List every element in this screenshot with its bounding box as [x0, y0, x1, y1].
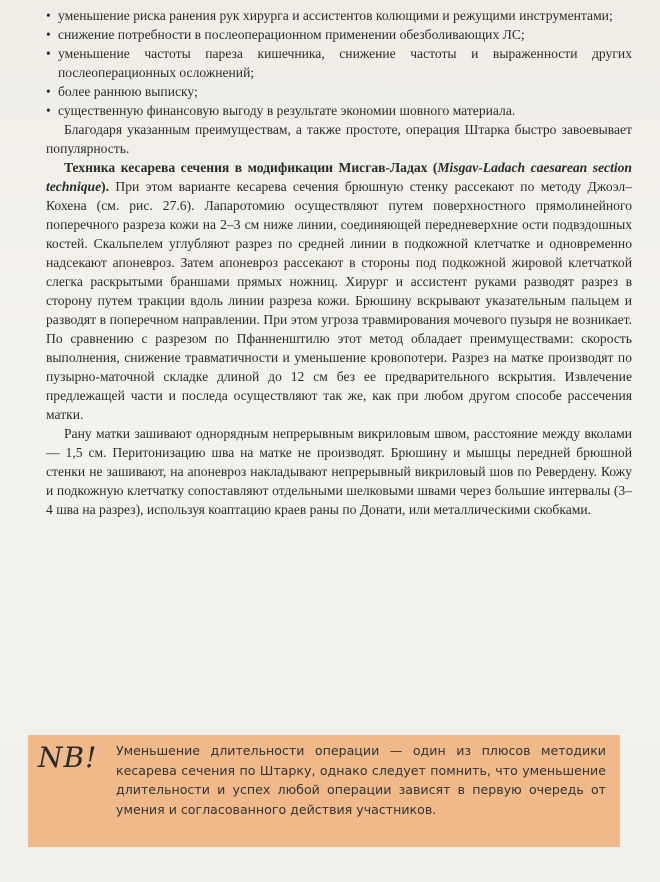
bullet-dot: • — [46, 46, 51, 61]
list-item: • снижение потребности в послеоперационном применении обезболивающих ЛС; — [46, 27, 525, 42]
section-body: При этом варианте кесарева сечения брюшную стенку рассекают по методу Джоэл–Кохена (см. рис. 27.6). Лапаротомию осуществляют путем поверхностного прямолинейного поперечного разреза кожи на 2–3 см ниже линии, соединяющей передневерхние ости подвздошных костей. Скальпелем углубляют разрез по средней линии в подкожной клетчатке и одновременно надсекают апоневроз. Затем апоневроз рассекают в стороны под подкожной жировой клетчаткой слегка раскрытыми браншами прямых ножниц. Хирург и ассистент руками разводят разрез в сторону путем тракции вдоль линии разреза кожи. Брюшину вскрывают указательным пальцем и разводят в поперечном направлении. При этом угроза травмирования мочевого пузыря не возникает. По сравнению с разрезом по Пфанненштилю этот метод обладает преимуществами: скорость выполнения, снижение травматичности и уменьшение кровопотери. Разрез на матке производят по пузырно-маточной складке длиной до 12 см без ее предварительного вскрытия. Извлечение предлежащей части и последа осуществляют так же, как при любом другом способе рассечения матки. — [46, 179, 632, 422]
list-item: • уменьшение риска ранения рук хирурга и ассистентов колющими и режущими инструментами; — [46, 8, 613, 23]
nb-callout — [28, 735, 620, 847]
nb-text: Уменьшение длительности операции — один из плюсов методики кесарева сечения по Штарку, однако следует помнить, что уменьшение длительности и успех любой операции зависят в первую очередь от умения и согласованного действия участников. — [116, 743, 606, 817]
list-item: • более раннюю выписку; — [46, 84, 198, 99]
section-heading-close: ). — [101, 179, 110, 194]
nb-mark: NB! — [38, 741, 98, 774]
bullet-dot: • — [46, 103, 51, 118]
misgav-ladach-paragraph — [46, 158, 632, 424]
bullet-dot: • — [46, 8, 51, 23]
list-item: • существенную финансовую выгоду в результате экономии шовного материала. — [46, 103, 516, 118]
list-item: • уменьшение частоты пареза кишечника, снижение частоты и выраженности других послеоперационных осложнений; — [46, 46, 632, 80]
advantages-list — [46, 6, 632, 120]
section-heading-english: Misgav-Ladach caesarean section technique — [46, 160, 632, 194]
intro-paragraph: Благодаря указанным преимуществам, а также простоте, операция Штарка быстро завоевывает популярность. — [46, 122, 632, 156]
suture-paragraph: Рану матки зашивают однорядным непрерывным викриловым швом, расстояние между вколами — 1,5 см. Перитонизацию шва на матке не производят. Брюшину и мышцы передней брюшной стенки не зашивают, на апоневроз накладывают непрерывный викриловый шов по Ревердену. Кожу и подкожную клетчатку сопоставляют отдельными шелковыми швами через большие интервалы (3–4 шва на разрез), используя коаптацию краев раны по Донати, или металлическими скобками. — [46, 426, 632, 517]
bullet-dot: • — [46, 84, 51, 99]
bullet-dot: • — [46, 27, 51, 42]
section-heading: Техника кесарева сечения в модификации Мисгав-Ладах ( — [64, 160, 438, 175]
